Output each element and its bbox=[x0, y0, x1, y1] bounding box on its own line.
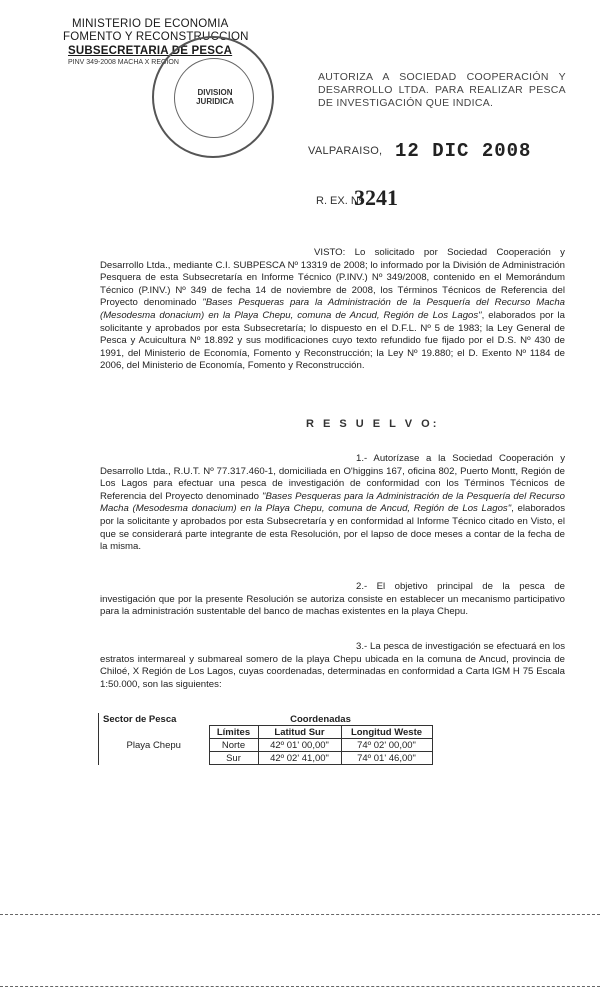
lat-cell: 42º 02' 41,00" bbox=[258, 752, 341, 765]
header-coordenadas: Coordenadas bbox=[209, 713, 432, 726]
scan-divider bbox=[0, 914, 600, 915]
header-limites: Límites bbox=[209, 726, 258, 739]
limite-cell: Sur bbox=[209, 752, 258, 765]
resolution-title: AUTORIZA A SOCIEDAD COOPERACIÓN Y DESARROLLO LTDA. PARA REALIZAR PESCA DE INVESTIGACIÓN QUE INDICA. bbox=[318, 71, 566, 109]
visto-text: Lo solicitado por Sociedad Cooperación y Desarrollo Ltda., mediante C.I. SUBPESCA Nº 13319 de 2008; lo informado por la División de Administración Pesquera de esta Subsecretaría en Informe Técnico (P.INV.) Nº 349/2008, contenido en el Memorándum Técnico (P.INV.) Nº 349 de fecha 14 de noviembre de 2008, los Términos Técnicos de Referencia del Proyecto denominado bbox=[100, 247, 565, 309]
ministry-name: MINISTERIO DE ECONOMIA bbox=[72, 18, 229, 30]
subsecretaria-name: SUBSECRETARIA DE PESCA bbox=[68, 45, 233, 57]
lat-cell: 42º 01' 00,00" bbox=[258, 739, 341, 752]
header-latitud: Latitud Sur bbox=[258, 726, 341, 739]
article-3 bbox=[100, 641, 565, 691]
article-1-text: Autorízase a la Sociedad Cooperación y Desarrollo Ltda., R.U.T. Nº 77.317.460-1, domiciliada en O'higgins 167, oficina 802, Puerto Montt, Región de Los Lagos para efectuar una pesca de investigación de conformidad con los Términos Técnicos de Referencia del Proyecto denominado bbox=[100, 453, 565, 502]
visto-label: VISTO: bbox=[314, 247, 346, 258]
ministry-subname: FOMENTO Y RECONSTRUCCION bbox=[63, 31, 249, 43]
official-stamp bbox=[152, 36, 274, 158]
lon-cell: 74º 02' 00,00" bbox=[341, 739, 432, 752]
visto-text-2: , elaborados por la solicitante y aprobados por esta Subsecretaría; lo dispuesto en el D.F.L. Nº 5 de 1983; la Ley General de Pesca y Acuicultura Nº 18.892 y sus modificaciones cuyo texto refundido fue fijado por el D.S. Nº 430 de 1991, del Ministerio de Economía, Fomento y Reconstrucción; la Ley Nº 19.880; el D. Exento Nº 1184 de 2006, del Ministerio de Economía, Fomento y Reconstrucción. bbox=[100, 309, 566, 372]
visto-project: "Bases Pesqueras para la Administración de la Pesquería del Recurso Macha (Mesodesma donacium) en la Playa Chepu, comuna de Ancud, Región de Los Lagos" bbox=[100, 297, 565, 321]
article-3-number: 3.- bbox=[356, 641, 368, 652]
article-3-text: La pesca de investigación se efectuará en los estratos intermareal y submareal somero de la playa Chepu ubicada en la comuna de Ancud, provincia de Chiloé, X Región de Los Lagos, cuyas coordenadas, determinadas en conformidad a Carta IGM H 75 Escala 1:50.000, son las siguientes: bbox=[100, 641, 565, 690]
resuelvo-heading: R E S U E L V O: bbox=[306, 418, 440, 430]
coordinates-table bbox=[98, 713, 433, 765]
visto-paragraph bbox=[100, 247, 565, 373]
article-2-text: El objetivo principal de la pesca de investigación que por la presente Resolución se autoriza consiste en establecer un mecanismo participativo para la administración sustentable del banco de machas existentes en la playa Chepu. bbox=[100, 581, 565, 618]
article-1-number: 1.- bbox=[356, 453, 368, 464]
scan-divider-bottom bbox=[0, 986, 600, 987]
place-label: VALPARAISO, bbox=[308, 145, 383, 157]
article-1 bbox=[100, 453, 565, 554]
header-longitud: Longitud Weste bbox=[341, 726, 432, 739]
article-1-text-2: , elaborados por la solicitante y aprobados por esta Subsecretaría y en conformidad al Informe Técnico citado en Visto, el que se considerará parte integrante de esta Resolución, por el lapso de doce meses a contar de la fecha de la misma. bbox=[100, 503, 565, 553]
article-2-number: 2.- bbox=[356, 581, 368, 592]
rex-label: R. EX. Nº bbox=[316, 195, 363, 207]
sector-cell: Playa Chepu bbox=[99, 739, 210, 752]
coordinates-table-wrapper bbox=[98, 713, 433, 765]
limite-cell: Norte bbox=[209, 739, 258, 752]
rex-number: 3241 bbox=[354, 185, 398, 210]
table-row bbox=[99, 739, 433, 752]
article-2 bbox=[100, 581, 565, 619]
header-sector: Sector de Pesca bbox=[99, 713, 210, 726]
date-stamp: 12 DIC 2008 bbox=[395, 140, 532, 162]
lon-cell: 74º 01' 46,00" bbox=[341, 752, 432, 765]
table-row bbox=[99, 752, 433, 765]
article-1-project: "Bases Pesqueras para la Administración de la Pesquería del Recurso Macha (Mesodesma donacium) en la Playa Chepu, comuna de Ancud, Región de Los Lagos" bbox=[100, 490, 565, 515]
stamp-text: DIVISION JURIDICA bbox=[196, 88, 234, 106]
reference-line: PINV 349-2008 MACHA X REGION bbox=[68, 59, 179, 66]
